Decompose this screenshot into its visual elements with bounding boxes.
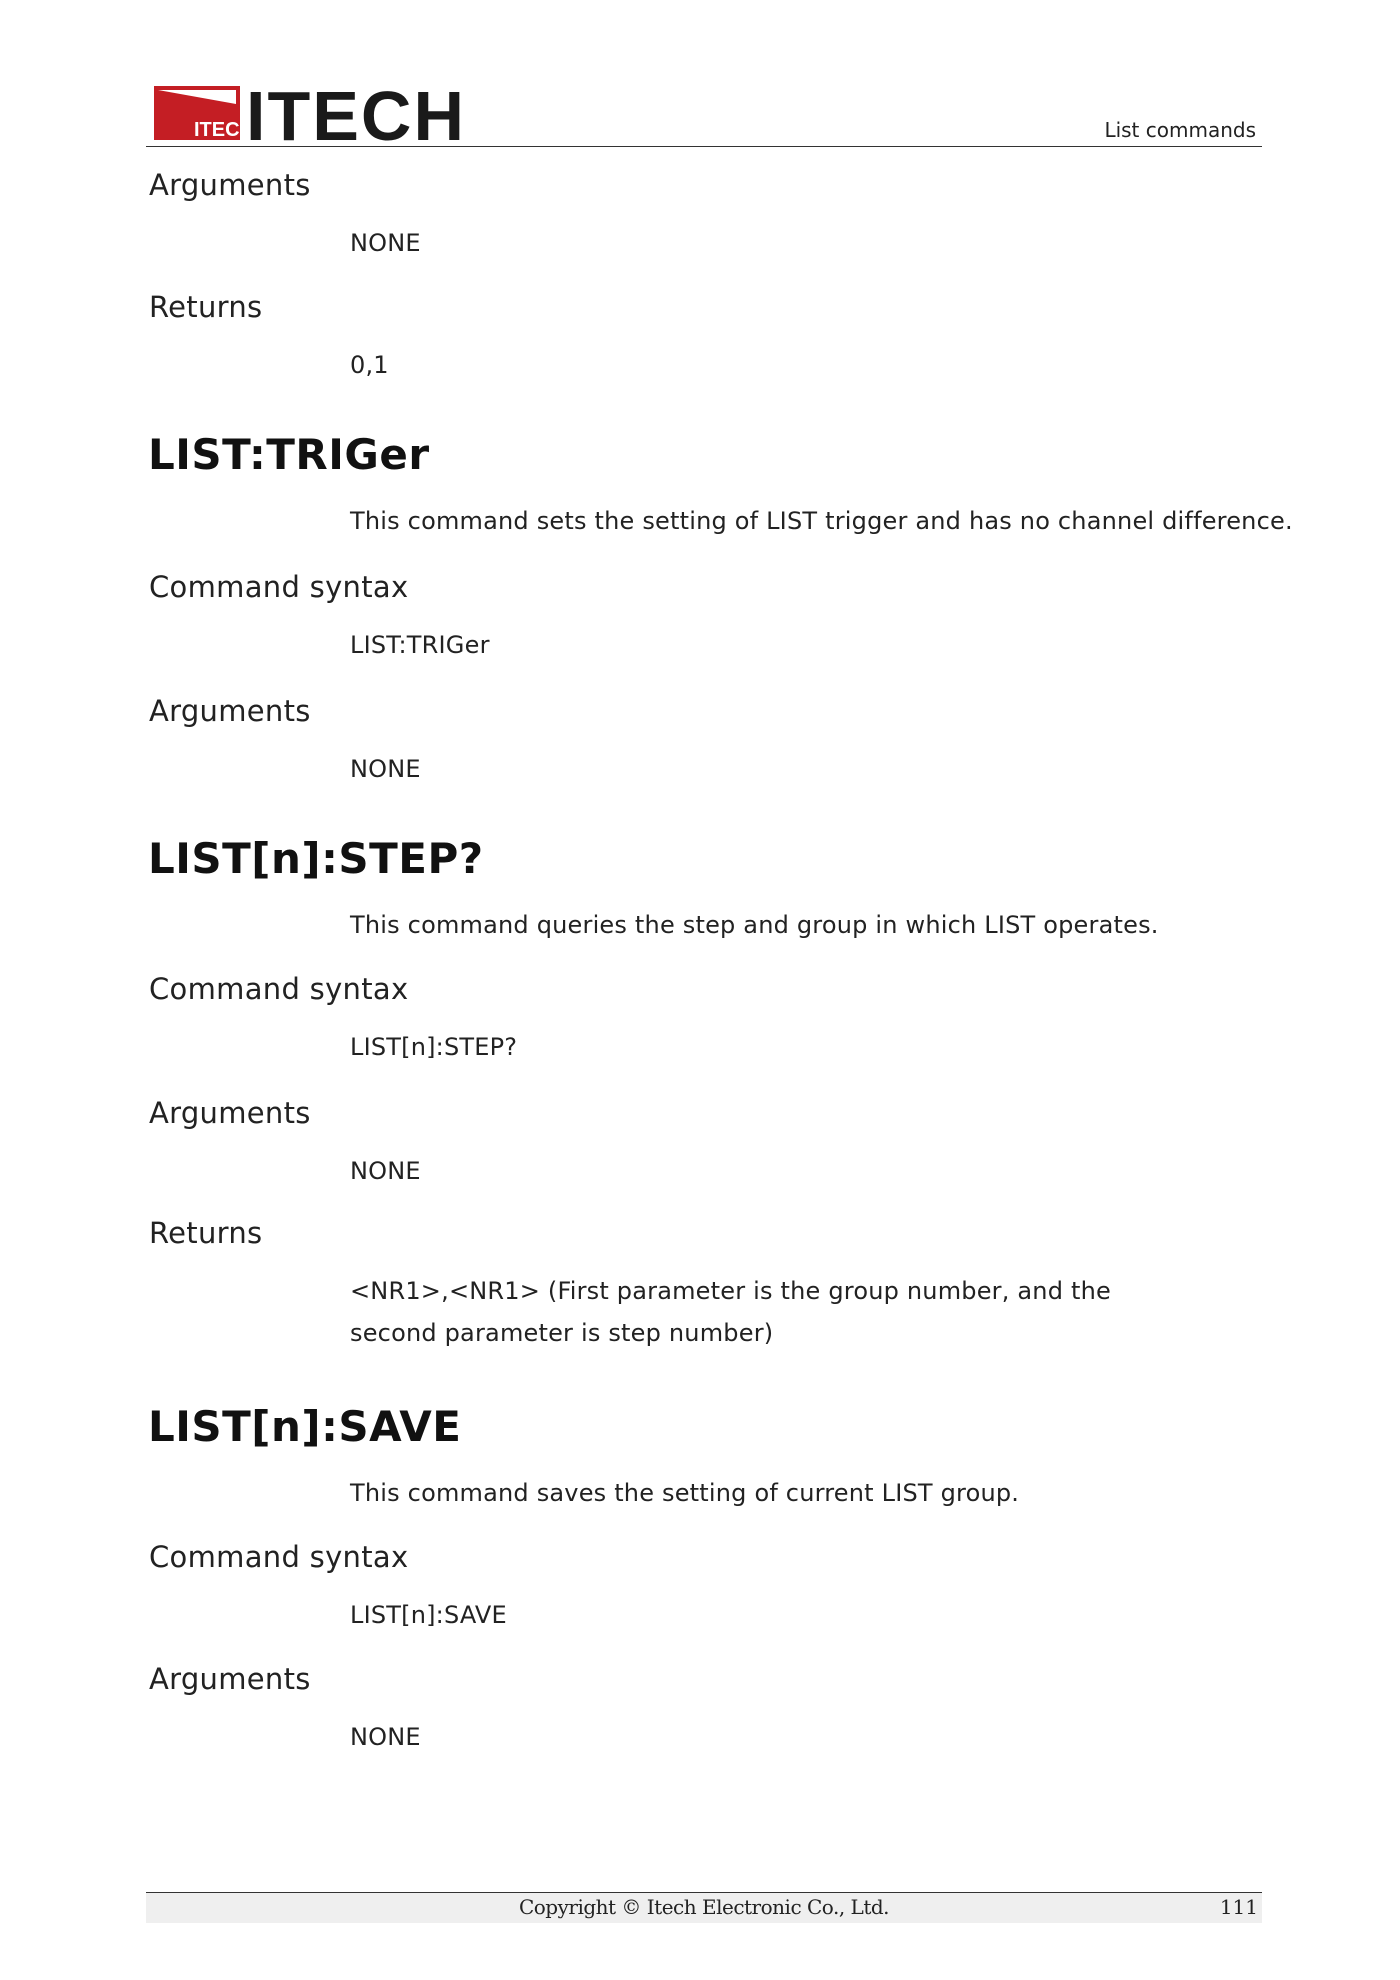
command-syntax-text: LIST[n]:STEP? [350, 1033, 518, 1061]
body-text: This command sets the setting of LIST trigger and has no channel difference. [350, 507, 1293, 535]
body-text: This command queries the step and group in which LIST operates. [350, 911, 1159, 939]
section-label: Returns [149, 1216, 263, 1250]
section-label: Command syntax [149, 1540, 409, 1574]
body-text: NONE [350, 1157, 421, 1185]
command-syntax-text: LIST[n]:SAVE [350, 1601, 507, 1629]
footer-copyright: Copyright © Itech Electronic Co., Ltd. [518, 1895, 890, 1919]
body-text: <NR1>,<NR1> (First parameter is the group number, and the second parameter is step number) [350, 1277, 1111, 1347]
page-header [146, 80, 1262, 147]
body-text: NONE [350, 755, 421, 783]
command-heading: LIST[n]:SAVE [148, 1402, 462, 1451]
command-heading: LIST:TRIGer [148, 430, 430, 479]
itech-logo [154, 82, 472, 144]
section-label: Arguments [149, 1096, 311, 1130]
section-label: Arguments [149, 168, 311, 202]
logo-brand-text: ITECH [246, 82, 466, 144]
page-number: 111 [1219, 1895, 1258, 1919]
command-heading: LIST[n]:STEP? [148, 834, 484, 883]
section-label: Arguments [149, 694, 311, 728]
section-label: Arguments [149, 1662, 311, 1696]
body-text: This command saves the setting of current LIST group. [350, 1479, 1020, 1507]
section-label: Returns [149, 290, 263, 324]
command-syntax-text: LIST:TRIGer [350, 631, 490, 659]
body-text: NONE [350, 1723, 421, 1751]
header-section-title: List commands [1104, 118, 1256, 142]
body-text: 0,1 [350, 351, 389, 379]
logo-badge-text: ITECH [194, 119, 254, 141]
body-text: NONE [350, 229, 421, 257]
section-label: Command syntax [149, 972, 409, 1006]
page-footer [146, 1892, 1262, 1923]
section-label: Command syntax [149, 570, 409, 604]
